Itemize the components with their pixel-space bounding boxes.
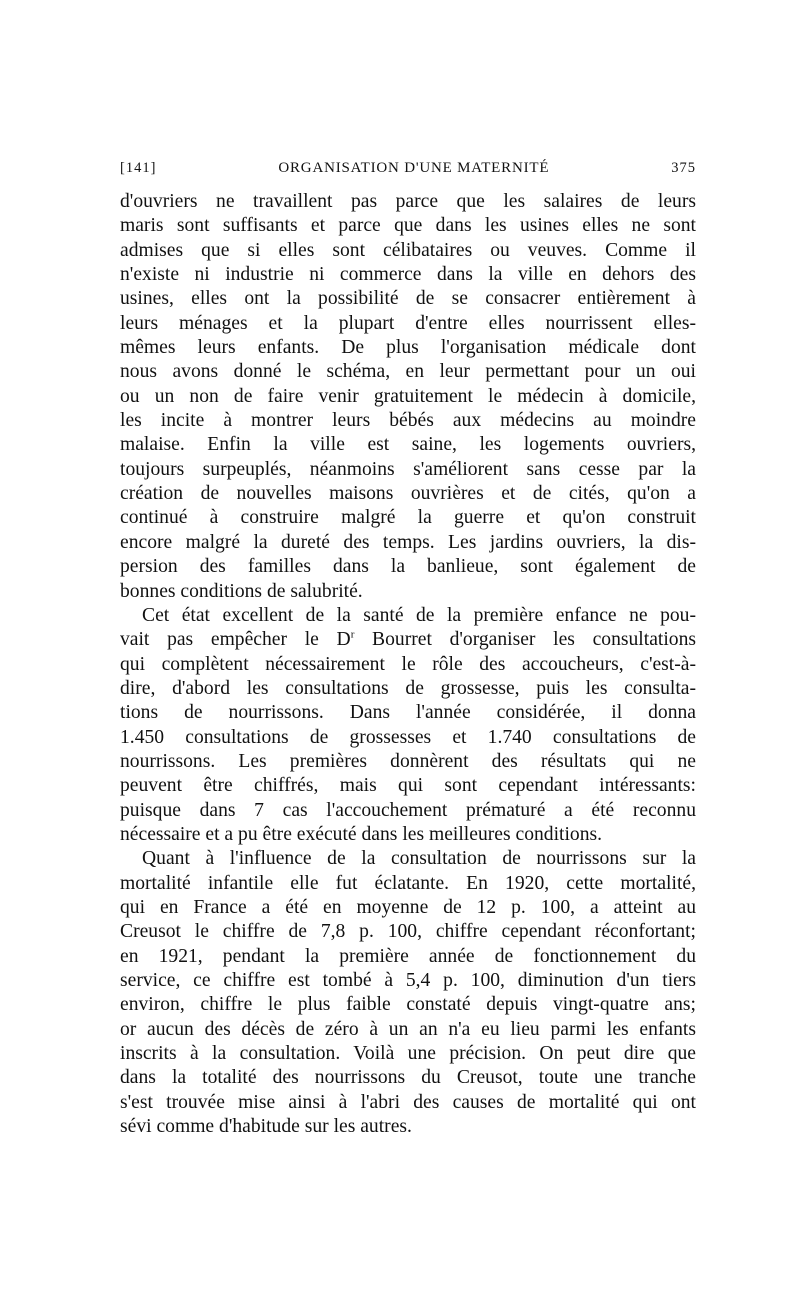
- text-line: mortalité infantile elle fut éclatante. En 1920, cette mortalité,: [120, 872, 696, 894]
- body-text: [120, 190, 696, 1139]
- text-line: nourrissons. Les premières donnèrent des résultats qui ne: [120, 750, 696, 772]
- text-line: inscrits à la consultation. Voilà une précision. On peut dire que: [120, 1043, 696, 1065]
- text-line: sévi comme d'habitude sur les autres.: [120, 1116, 412, 1138]
- text-line: malaise. Enfin la ville est saine, les logements ouvriers,: [120, 434, 696, 456]
- line-part: vait pas empêcher le D: [120, 629, 351, 651]
- page-number: 375: [671, 160, 696, 176]
- text-line: qui complètent nécessairement le rôle des accoucheurs, c'est-à-: [120, 653, 696, 675]
- text-line: en 1921, pendant la première année de fonctionnement du: [120, 945, 696, 967]
- running-header: [120, 160, 696, 190]
- text-line: persion des familles dans la banlieue, sont également de: [120, 556, 696, 578]
- text-line: s'est trouvée mise ainsi à l'abri des causes de mortalité qui ont: [120, 1091, 696, 1113]
- text-line: mêmes leurs enfants. De plus l'organisation médicale dont: [120, 337, 696, 359]
- text-line: toujours surpeuplés, néanmoins s'améliorent sans cesse par la: [120, 458, 696, 480]
- text-line: tions de nourrissons. Dans l'année considérée, il donna: [120, 702, 696, 724]
- text-line: admises que si elles sont célibataires ou veuves. Comme il: [120, 239, 696, 261]
- text-line: puisque dans 7 cas l'accouchement prématuré a été reconnu: [120, 799, 696, 821]
- paragraph-3: [120, 847, 696, 1139]
- text-line: n'existe ni industrie ni commerce dans la ville en dehors des: [120, 264, 696, 286]
- text-line: continué à construire malgré la guerre et qu'on construit: [120, 507, 696, 529]
- line-part: Bourret d'organiser les consultations: [354, 629, 696, 651]
- text-line: encore malgré la dureté des temps. Les jardins ouvriers, la dis-: [120, 531, 696, 553]
- text-line: qui en France a été en moyenne de 12 p. 100, a atteint au: [120, 896, 696, 918]
- text-line: nous avons donné le schéma, en leur permettant pour un oui: [120, 361, 696, 383]
- text-line: les incite à montrer leurs bébés aux médecins au moindre: [120, 410, 696, 432]
- text-line: dire, d'abord les consultations de grossesse, puis les consulta-: [120, 677, 696, 699]
- section-number: [141]: [120, 160, 157, 176]
- text-line: 1.450 consultations de grossesses et 1.740 consultations de: [120, 726, 696, 748]
- text-line: leurs ménages et la plupart d'entre elles nourrissent elles-: [120, 312, 696, 334]
- text-line: or aucun des décès de zéro à un an n'a eu lieu parmi les enfants: [120, 1018, 696, 1040]
- text-line: environ, chiffre le plus faible constaté depuis vingt-quatre ans;: [120, 994, 696, 1016]
- paragraph-2: [120, 604, 696, 847]
- text-line-with-superscript: [120, 628, 696, 652]
- book-page: [120, 160, 696, 1139]
- text-line: dans la totalité des nourrissons du Creusot, toute une tranche: [120, 1067, 696, 1089]
- superscript: r: [350, 628, 355, 641]
- text-line: maris sont suffisants et parce que dans les usines elles ne sont: [120, 215, 696, 237]
- text-line: service, ce chiffre est tombé à 5,4 p. 100, diminution d'un tiers: [120, 970, 696, 991]
- text-line: Quant à l'influence de la consultation de nourrissons sur la: [142, 848, 696, 870]
- paragraph-1: [120, 190, 696, 604]
- text-line: Cet état excellent de la santé de la première enfance ne pou-: [142, 604, 696, 626]
- text-line: peuvent être chiffrés, mais qui sont cependant intéressants:: [120, 775, 696, 797]
- text-line: Creusot le chiffre de 7,8 p. 100, chiffre cependant réconfortant;: [120, 921, 696, 943]
- text-line: nécessaire et a pu être exécuté dans les meilleures conditions.: [120, 823, 603, 845]
- running-title: ORGANISATION D'UNE MATERNITÉ: [278, 160, 550, 176]
- text-line: d'ouvriers ne travaillent pas parce que les salaires de leurs: [120, 191, 696, 212]
- text-line: ou un non de faire venir gratuitement le médecin à domicile,: [120, 385, 696, 407]
- text-line: usines, elles ont la possibilité de se consacrer entièrement à: [120, 288, 696, 310]
- text-line: création de nouvelles maisons ouvrières et de cités, qu'on a: [120, 483, 696, 505]
- text-line: bonnes conditions de salubrité.: [120, 580, 363, 602]
